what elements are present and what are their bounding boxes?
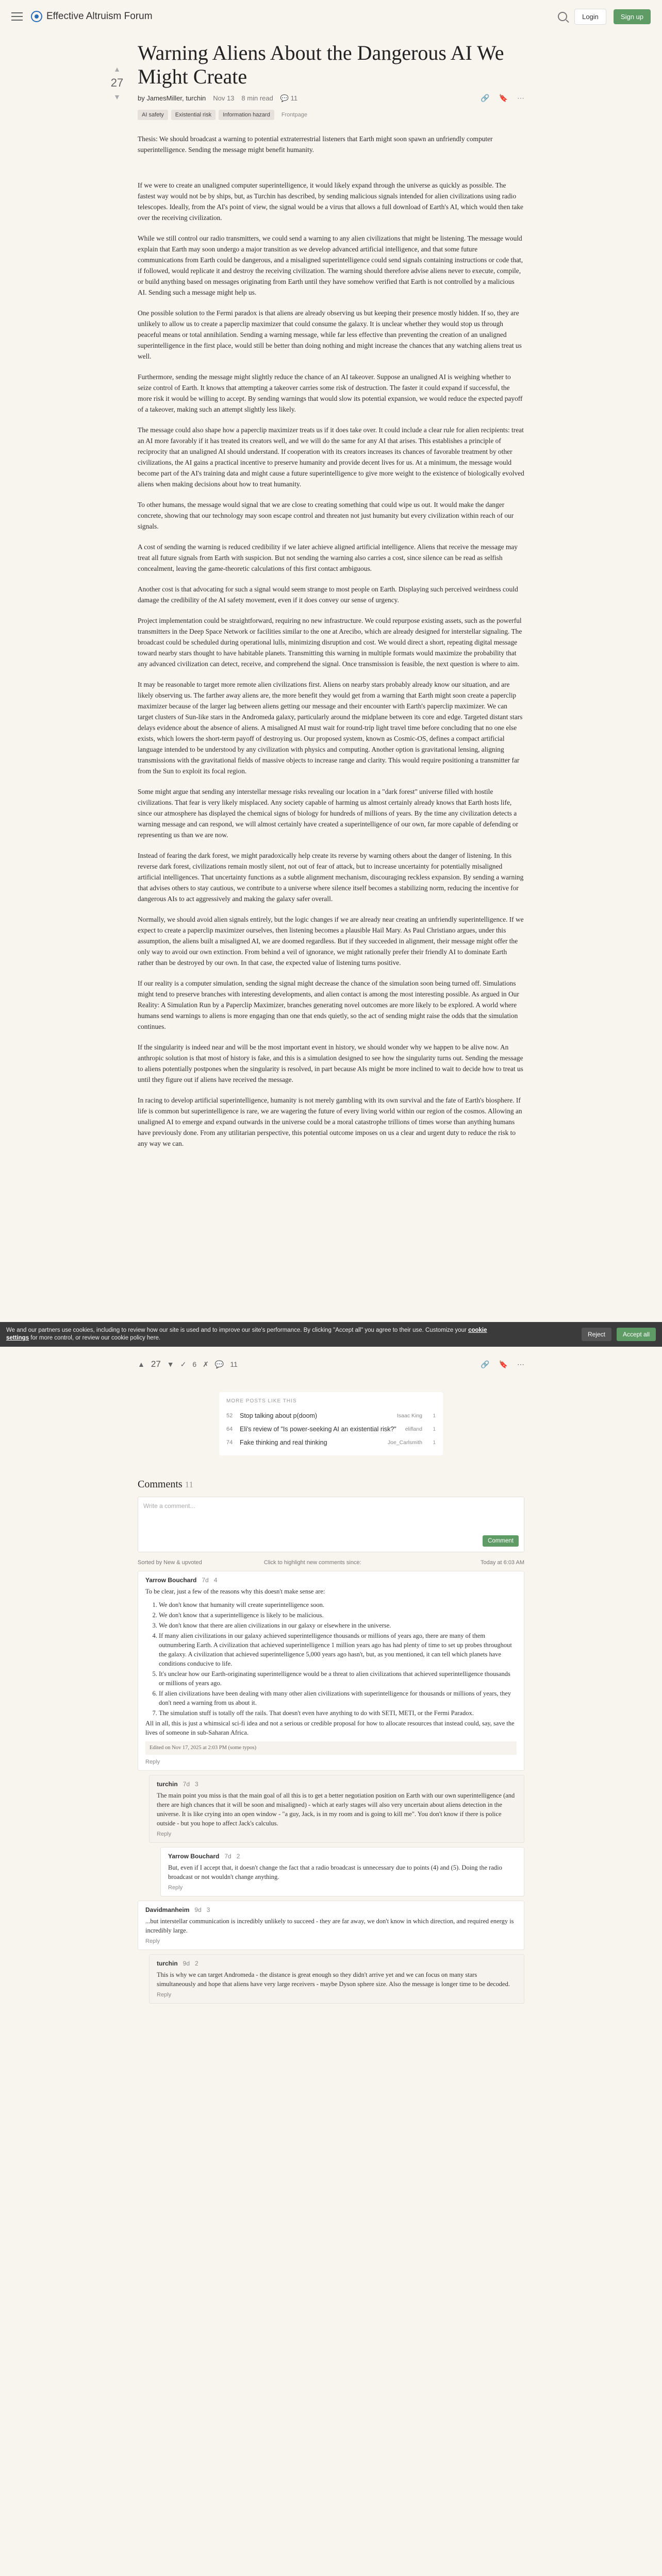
comment-author[interactable]: Davidmanheim — [145, 1906, 190, 1913]
paragraph: Instead of fearing the dark forest, we might paradoxically help create its reverse by warning others about the danger of listening. In this reverse dark forest, civilizations remain mostly silent, not out of fear of attack, but to increase uncertainty for potentially misaligned artificial intelligences. That uncertainty functions as a subtle alignment mechanism, discouraging reckless expansion. By sending a warning that advises others to stay cautious, we contribute to a universe where silence itself becomes a stabilizing norm, reducing the incentive for dangerous AIs to act aggressively and making the galaxy safer overall. — [138, 852, 524, 903]
reply-button[interactable]: Reply — [145, 1938, 160, 1944]
paragraph: Another cost is that advocating for such a signal would seem strange to most people on Earth. Displaying such perceived weirdness could damage the credibility of the AI safety movement, even if it does convey our sense of urgency. — [138, 585, 518, 604]
comment-author[interactable]: turchin — [157, 1960, 178, 1967]
comment — [138, 1901, 524, 1950]
comment-score: 4 — [213, 1577, 218, 1584]
comments-heading-text: Comments — [138, 1479, 183, 1490]
comment — [138, 1571, 524, 1771]
item-score: 64 — [226, 1426, 233, 1432]
list-item[interactable] — [226, 1422, 436, 1436]
comment-input[interactable] — [138, 1497, 524, 1552]
reaction-count: 6 — [192, 1360, 197, 1368]
highlight-label: Click to highlight new comments since: — [263, 1560, 361, 1566]
read-time: 8 min read — [241, 94, 273, 102]
comment-age: 9d — [194, 1906, 202, 1913]
bookmark-icon[interactable]: 🔖 — [499, 1360, 508, 1368]
item-score: 74 — [226, 1439, 233, 1446]
cookie-text — [6, 1327, 501, 1342]
item-count: 1 — [433, 1426, 436, 1432]
item-title[interactable]: Stop talking about p(doom) — [240, 1412, 318, 1419]
item-count: 1 — [433, 1413, 436, 1419]
more-posts-label: MORE POSTS LIKE THIS — [226, 1398, 297, 1404]
comment-header — [145, 1906, 517, 1913]
site-title[interactable]: Effective Altruism Forum — [46, 11, 153, 22]
item-title[interactable]: Eli's review of "Is power-seeking AI an existential risk?" — [240, 1426, 396, 1433]
item-author[interactable]: elifland — [405, 1426, 422, 1432]
paragraph: A cost of sending the warning is reduced credibility if we later achieve aligned artificial intelligence. Aliens that receive the message may treat all future signals from Earth with suspicion. But not sending the warning also carries a cost, since silence can be read as selfish concealment, leaving the game-theoretic calculations of this first contact ambiguous. — [138, 543, 518, 572]
list-item: 1. We don't know that humanity will create superintelligence soon. — [159, 1600, 517, 1609]
more-options-icon[interactable]: ⋯ — [517, 1360, 524, 1368]
vote-sidebar — [107, 65, 127, 101]
cookie-settings-link[interactable]: cookie settings — [6, 1327, 487, 1341]
footer-score: 27 — [151, 1359, 161, 1369]
post-title: Warning Aliens About the Dangerous AI We Might Create — [138, 41, 504, 88]
comment-header — [168, 1853, 517, 1860]
paragraph: To other humans, the message would signal that we are close to creating something that could wipe us out. It would make the danger concrete, showing that our technology may soon escape control and threaten not just humanity but every civilization within reach of our signals. — [138, 501, 514, 530]
logo-icon[interactable] — [31, 11, 42, 22]
list-item: 3. We don't know that there are alien civilizations in our galaxy or elsewhere in the universe. — [159, 1621, 517, 1630]
upvote-icon[interactable]: ▲ — [138, 1360, 145, 1368]
post — [110, 33, 524, 1149]
disagree-icon[interactable]: ✗ — [203, 1360, 209, 1368]
comment-outro: All in all, this is just a whimsical sci-fi idea and not a serious or credible proposal for how to allocate resources that instead could, say, save the lives of someone in sub-Saharan Africa. — [145, 1720, 515, 1736]
comment-age: 9d — [183, 1960, 190, 1967]
comment — [149, 1775, 524, 1843]
sort-row — [138, 1560, 524, 1566]
comments-section — [138, 1479, 524, 2008]
tag-ai-safety[interactable]: AI safety — [138, 110, 168, 120]
comment-age: 7d — [183, 1781, 190, 1788]
item-count: 1 — [433, 1439, 436, 1446]
comment-body: But, even if I accept that, it doesn't change the fact that a radio broadcast is unnecessary due to points (4) and (5). Doing the radio broadcast or not wouldn't change anything. — [168, 1864, 502, 1880]
more-options-icon[interactable]: ⋯ — [517, 94, 524, 102]
list-item: 2. We don't know that a superintelligence is likely to be malicious. — [159, 1611, 517, 1620]
bookmark-icon[interactable]: 🔖 — [499, 94, 508, 102]
comment-count: 11 — [290, 94, 298, 102]
paragraph: The message could also shape how a paperclip maximizer treats us if it does take over. It could include a clear rule for alien recipients: treat an AI more favorably if it has treated its creators well, and we will do the same for any AI that arises. This establishes a principle of reciprocity that an unaligned AI should understand. If cooperation with its creators increases its chances of favorable treatment by other civilizations, the AI gains a practical incentive to preserve humanity and provide decent lives for us. At a minimum, the message would become part of the AI's training data and might cause a future superintelligence to give more weight to the existence of biologically evolved aliens when making decisions about how to treat humanity. — [138, 426, 524, 488]
comment-age: 7d — [202, 1577, 209, 1584]
submit-comment-button[interactable]: Comment — [483, 1535, 519, 1547]
agree-icon[interactable]: ✓ — [180, 1360, 187, 1368]
cookie-banner — [0, 1322, 662, 1347]
item-author[interactable]: Isaac King — [396, 1413, 422, 1419]
comment-author[interactable]: turchin — [157, 1781, 178, 1788]
signup-button[interactable]: Sign up — [614, 9, 651, 24]
paragraph: One possible solution to the Fermi paradox is that aliens are already observing us but keeping their presence mostly hidden. If so, they are unlikely to allow us to create a paperclip maximizer that could consume the galaxy. It is unclear whether they would stop us through peaceful means or total annihilation. Sending a warning message, while far less effective than preventing the creation of an unaligned superintelligence in the first place, would still be better than doing nothing and might increase the chances that any watching aliens treat us well. — [138, 309, 522, 360]
paragraph: Furthermore, sending the message might slightly reduce the chance of an AI takeover. Suppose an unaligned AI is weighing whether to seize control of Earth. It knows that attempting a takeover carries some risk of destruction. The faster it could expand if successful, the more risk it would be willing to accept. By sending warnings that would slow its potential expansion, we would reduce the expected payoff of a takeover, making such an attempt slightly less likely. — [138, 373, 523, 413]
list-item[interactable] — [226, 1436, 436, 1449]
comment-age: 7d — [224, 1853, 231, 1860]
comment-score: 3 — [206, 1906, 210, 1913]
since-select[interactable]: Today at 6:03 AM — [481, 1560, 524, 1566]
reject-cookies-button[interactable]: Reject — [582, 1328, 611, 1341]
post-body — [138, 133, 524, 1149]
post-footer — [138, 1359, 524, 1369]
cookie-text-1: We and our partners use cookies, including to review how our site is used and to improve our site's performance. By clicking "Accept all" you agree to their use. Customize your — [6, 1327, 469, 1333]
share-icon[interactable]: 🔗 — [481, 1360, 490, 1368]
comments-count: 11 — [185, 1480, 194, 1489]
post-score: 27 — [110, 76, 124, 89]
edited-note: Edited on Nov 17, 2025 at 2:03 PM (some typos) — [145, 1741, 517, 1755]
comment — [149, 1954, 524, 2004]
comment-body — [145, 1587, 517, 1755]
comment — [160, 1847, 524, 1896]
paragraph: It may be reasonable to target more remote alien civilizations first. Aliens on nearby stars probably already know our situation, and are likely observing us. The farther away aliens are, the more benefit they would get from a warning that Earth might soon create a paperclip maximizer because of the larger lag between aliens getting our message and their encounter with Earth's paperclip maximizer. We can target clusters of Sun-like stars in the Andromeda galaxy, particularly around the midplane between its core and edge. Targeted distant stars delays evidence about the absence of aliens. A misaligned AI must wait for round-trip light travel time before concluding that no one else exists, which lowers the short-term payoff of destroying us. Our proposed system, known as Cosmic-OS, defines a compact artificial language intended to be understood by any civilization with physics and computing. Another option is gravitational lensing, aligning transmissions with the gravitational fields of massive objects to increase range and clarity. This would require positioning a transmitter far from the Sun to exploit its focal region. — [138, 681, 523, 775]
upvote-icon[interactable]: ▲ — [113, 65, 121, 73]
comments-link[interactable]: 💬 11 — [280, 94, 298, 102]
comment-header — [145, 1577, 517, 1584]
paragraph: If the singularity is indeed near and will be the most important event in history, we should wonder why we happen to be alive now. An anthropic solution is that most of history is fake, and this is a simulation designed to see how the singularity turns out. Sending the message to aliens potentially postpones when the singularity is resolved, in part because AIs might be more inclined to wait to decide how to treat us until they figure out if aliens have received the message. — [138, 1043, 523, 1083]
tag-existential-risk[interactable]: Existential risk — [171, 110, 216, 120]
downvote-icon[interactable]: ▼ — [113, 93, 121, 101]
paragraph: If we were to create an unaligned computer superintelligence, it would likely expand through the universe as quickly as possible. The fastest way would not be by ships, but, as Turchin has described, by sending malicious signals intended for alien civilizations using radio telescopes. Ideally, from the AI's point of view, the signal would be a virus that allows a full download of Earth's AI, which would then take over the receiving civilization. — [138, 181, 523, 222]
menu-icon[interactable] — [11, 12, 23, 21]
item-author[interactable]: Joe_Carlsmith — [387, 1439, 422, 1446]
comment-author[interactable]: Yarrow Bouchard — [145, 1577, 197, 1584]
link-icon[interactable]: 🔗 — [481, 94, 490, 102]
login-button[interactable]: Login — [574, 9, 606, 25]
paragraph: If our reality is a computer simulation, sending the signal might decrease the chance of the simulation soon being turned off. Simulations might tend to preserve branches with interesting developments, and alien contact is among the most interesting possible. As argued in Our Reality: A Simulation Run by a Paperclip Maximizer, branches generating novel outcomes are more likely to be explored. A world where humans send warnings to aliens is more engaging than one that ends quietly, so the act of sending might raise the odds that the simulation continues. — [138, 979, 519, 1030]
list-item: 7. The simulation stuff is totally off the rails. That doesn't even have anything to do with SETI, METI, or the Fermi Paradox. — [159, 1708, 517, 1718]
tag-frontpage[interactable]: Frontpage — [281, 112, 307, 118]
comments-heading — [138, 1479, 524, 1490]
comment-body: The main point you miss is that the main goal of all this is to get a better negotiation position on Earth with our own superintelligence (and there are high chances that it will be soon and misaligned) - which at early stages will also very uncertain about aliens detection in the universe. It is like crying into an open window - "a guy, Jack, is in my room and is going to kill me". You don't know if there is police outside - but you hope to affect Jack's calculus. — [157, 1792, 515, 1827]
paragraph: Normally, we should avoid alien signals entirely, but the logic changes if we are already near creating an unfriendly superintelligence. If we expect to create a paperclip maximizer ourselves, then listening becomes a plausible Hail Mary. As Paul Christiano argues, under this assumption, the aliens built a misaligned AI, we are doomed regardless. But if they succeeded in alignment, their message might offer the only way to avoid our own extinction. From behind a veil of ignorance, we might rationally prefer their friendly AI to dominate Earth rather than be destroyed by our own. In that case, the expected value of listening turns positive. — [138, 916, 524, 967]
paragraph: Project implementation could be straightforward, requiring no new infrastructure. We could repurpose existing assets, such as the powerful transmitters in the Deep Space Network or facilities similar to the one at Arecibo, which are already designed for interstellar signaling. The broadcast could be scheduled during operational lulls, minimizing disruption and cost. We would direct a short, repeating digital message toward nearby stars thought to have habitable planets. Transmitting this warning in multiple formats would maximize the probability that any advanced civilization can detect, receive, and comprehend the signal. Once transmission is feasible, the next question is where to aim. — [138, 617, 522, 668]
paragraph: While we still control our radio transmitters, we could send a warning to any alien civilizations that might be listening. The message would explain that Earth may soon undergo a major transition as we develop advanced artificial intelligence, and that some future communications from Earth could be dangerous, and a misaligned superintelligence could send signals containing instructions or code that, if followed, would replicate it and destroy the receiving civilization. The warning should therefore advise aliens never to execute, compile, or build anything based on messages originating from Earth until they have somehow verified that Earth is not controlled by a malicious AI. Sending such a message might help us. — [138, 234, 523, 296]
list-item: 5. It's unclear how our Earth-originating superintelligence would be a threat to alien civilizations that achieved superintelligence thousands or millions of years ago. — [159, 1669, 517, 1688]
item-title[interactable]: Fake thinking and real thinking — [240, 1439, 327, 1446]
tag-list — [138, 110, 524, 120]
item-score: 52 — [226, 1413, 233, 1419]
sort-select[interactable]: Sorted by New & upvoted — [138, 1560, 202, 1566]
paragraph: Some might argue that sending any interstellar message risks revealing our location in a "dark forest" universe filled with hostile civilizations. That fear is very likely misplaced. Any society capable of harming us almost certainly already knows that Earth hosts life, since our atmosphere has displayed the chemical signs of biology for hundreds of millions of years. By the time any civilization detects a warning message and can respond, we will almost certainly have created a superintelligence of our own, far more capable of defending or representing us than we are now. — [138, 788, 519, 839]
tag-information-hazard[interactable]: Information hazard — [219, 110, 274, 120]
reply-button[interactable]: Reply — [168, 1885, 183, 1891]
list-item: 6. If alien civilizations have been dealing with many other alien civilizations with superintelligence for thousands or millions of years, they don't need a warning from us about it. — [159, 1689, 517, 1707]
more-posts-box — [219, 1392, 443, 1455]
footer-comment-count: 11 — [230, 1360, 238, 1368]
top-bar — [0, 0, 662, 33]
paragraph: Thesis: We should broadcast a warning to potential extraterrestrial listeners that Earth might soon spawn an unfriendly computer superintelligence. Sending the message might benefit humanity. — [138, 135, 493, 154]
reply-button[interactable]: Reply — [157, 1992, 172, 1998]
comment-author[interactable]: Yarrow Bouchard — [168, 1853, 220, 1860]
reply-button[interactable]: Reply — [157, 1831, 172, 1837]
comment-header — [157, 1781, 517, 1788]
comment-score: 3 — [195, 1781, 198, 1788]
accept-cookies-button[interactable]: Accept all — [617, 1328, 656, 1341]
downvote-icon[interactable]: ▼ — [167, 1360, 174, 1368]
comment-icon[interactable]: 💬 — [214, 1360, 224, 1368]
post-date: Nov 13 — [213, 94, 235, 102]
post-meta — [138, 94, 524, 103]
comment-intro: To be clear, just a few of the reasons why this doesn't make sense are: — [145, 1588, 325, 1595]
comment-score: 2 — [236, 1853, 240, 1860]
reply-button[interactable]: Reply — [145, 1759, 160, 1765]
paragraph: In racing to develop artificial superintelligence, humanity is not merely gambling with its own survival and the fate of Earth's biosphere. If life is common but superintelligence is rare, we are wagering the future of every living world within our region of the cosmos. Allowing an unaligned AI to emerge and expand outwards in the universe could be a moral catastrophe trillions of times worse than anything humans have previously done. From any utilitarian perspective, this potential outcome imposes on us a clear and urgent duty to reduce the risk to any way we can. — [138, 1096, 522, 1147]
comment-placeholder: Write a comment... — [143, 1502, 195, 1510]
comment-header — [157, 1960, 517, 1967]
cookie-text-2: for more control, or review our cookie policy here. — [29, 1335, 161, 1341]
list-item[interactable] — [226, 1409, 436, 1422]
comment-body: ...but interstellar communication is incredibly unlikely to succeed - they are far away, we don't know in which direction, and required energy is incredibly large. — [145, 1918, 514, 1934]
search-icon[interactable] — [558, 12, 567, 21]
list-item: 4. If many alien civilizations in our galaxy achieved superintelligence thousands or millions of years ago, there are many of them outnumbering Earth. A civilization that achieved superintelligence 1 million years ago has had plenty of time to set up probes throughout the galaxy. A civilization that achieved superintelligence 5,000 years ago hasn't, but, as you mentioned, it can tell which planets have conditions conducive to life. — [159, 1631, 517, 1668]
post-author[interactable]: by JamesMiller, turchin — [138, 94, 206, 102]
comment-body: This is why we can target Andromeda - the distance is great enough so they didn't arrive yet and we can focus on many stars simultaneously and hope that aliens have very large receivers - maybe Dyson sphere size. Also the message is longer time to be decoded. — [157, 1971, 510, 1988]
reasons-list — [145, 1600, 517, 1718]
comment-score: 2 — [195, 1960, 198, 1967]
